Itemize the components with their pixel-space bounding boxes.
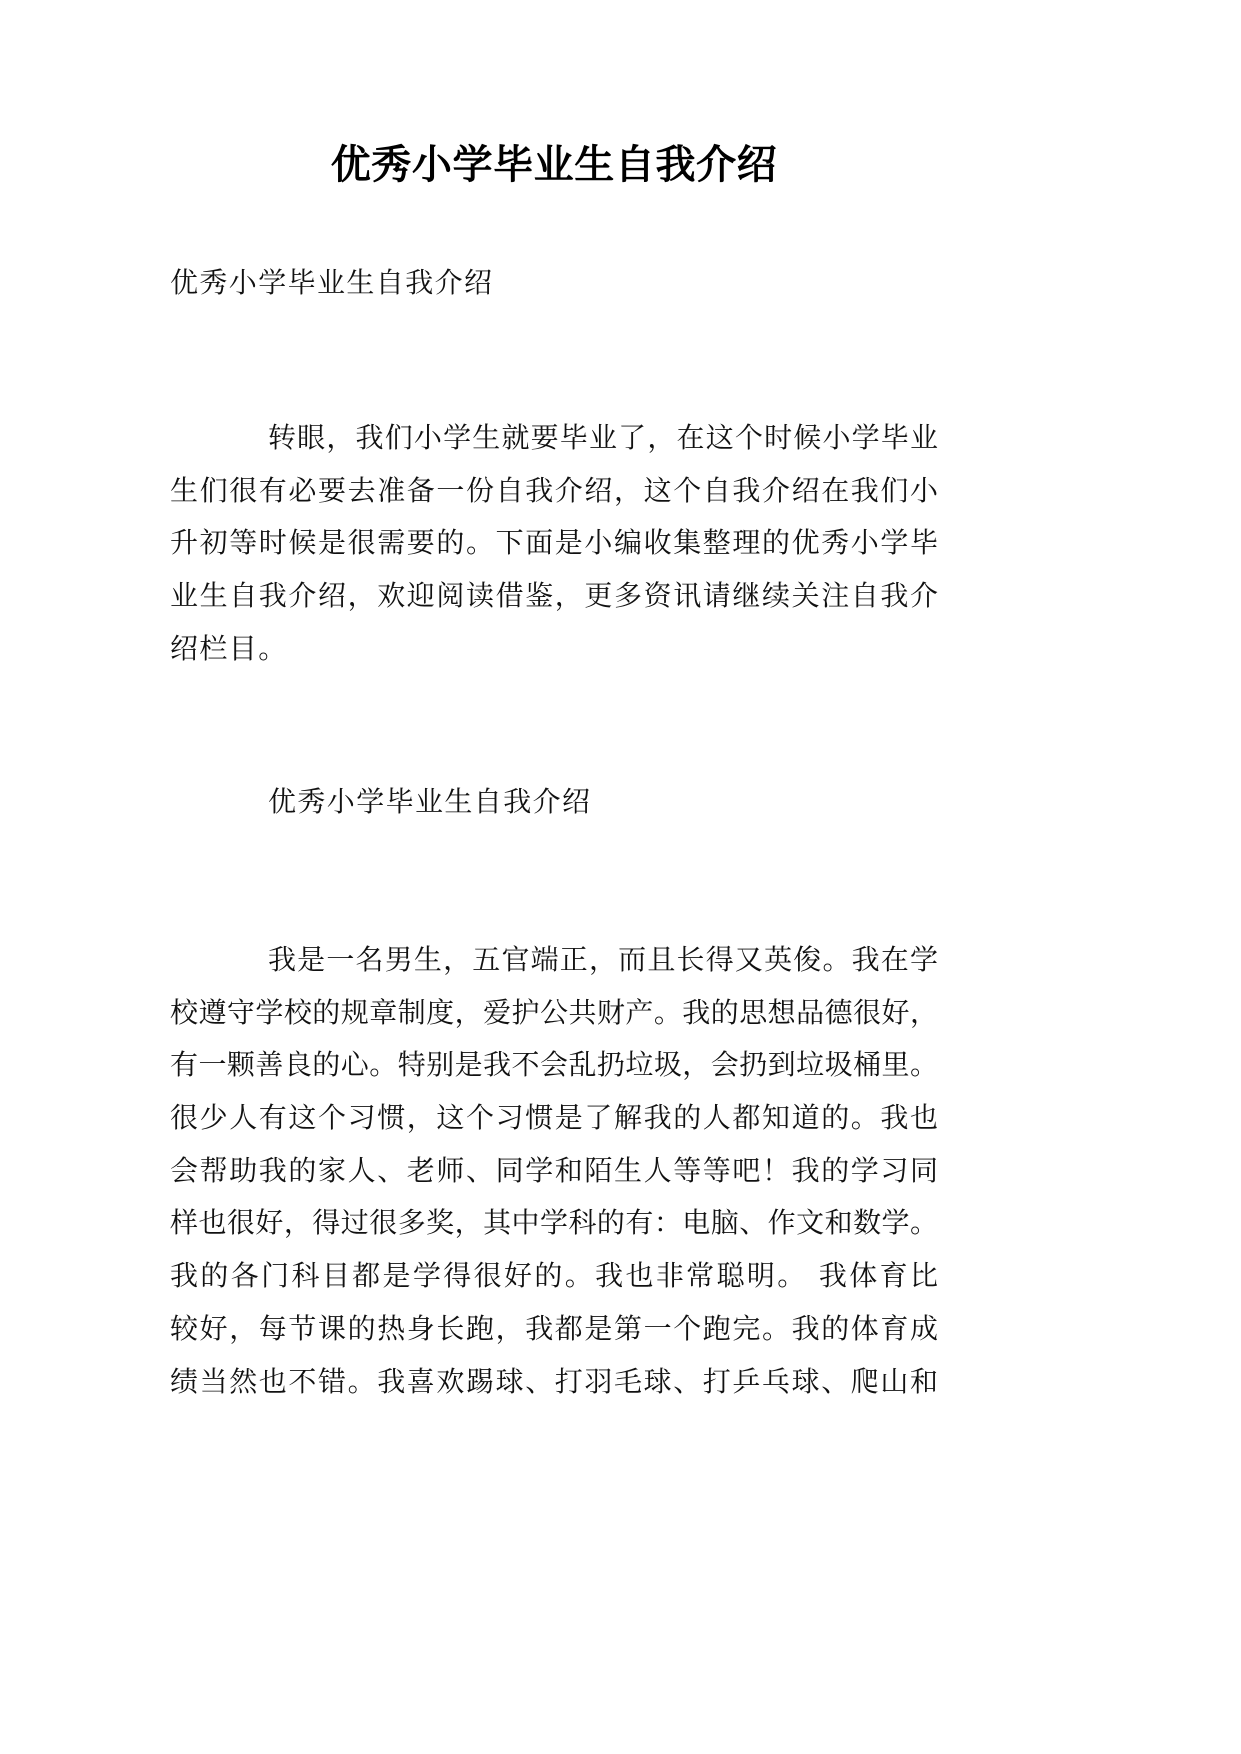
body-paragraph (170, 934, 938, 1408)
paragraph-line: 转眼，我们小学生就要毕业了，在这个时候小学毕业 (268, 421, 938, 454)
paragraph-line: 业生自我介绍，欢迎阅读借鉴，更多资讯请继续关注自我介 (170, 579, 938, 613)
paragraph-line: 校遵守学校的规章制度，爱护公共财产。我的思想品德很好， (170, 995, 938, 1029)
document-subtitle-block (170, 257, 938, 310)
paragraph-line: 很少人有这个习惯，这个习惯是了解我的人都知道的。我也 (170, 1101, 938, 1135)
intro-paragraph (170, 412, 938, 675)
paragraph-line: 生们很有必要去准备一份自我介绍，这个自我介绍在我们小 (170, 473, 938, 507)
paragraph-line: 有一颗善良的心。特别是我不会乱扔垃圾，会扔到垃圾桶里。 (170, 1048, 938, 1082)
paragraph-line: 会帮助我的家人、老师、同学和陌生人等等吧！我的学习同 (170, 1153, 938, 1187)
paragraph-line: 绩当然也不错。我喜欢踢球、打羽毛球、打乒乓球、爬山和 (170, 1364, 938, 1398)
section-heading-block (170, 776, 938, 829)
paragraph-line: 较好，每节课的热身长跑，我都是第一个跑完。我的体育成 (170, 1311, 938, 1345)
paragraph-line: 绍栏目。 (170, 631, 288, 665)
paragraph-line: 样也很好，得过很多奖，其中学科的有：电脑、作文和数学。 (170, 1206, 938, 1240)
section-heading: 优秀小学毕业生自我介绍 (268, 785, 592, 818)
document-title: 优秀小学毕业生自我介绍 (330, 141, 778, 188)
paragraph-line: 我的各门科目都是学得很好的。我也非常聪明。 我体育比 (170, 1259, 938, 1293)
paragraph-line: 升初等时候是很需要的。下面是小编收集整理的优秀小学毕 (170, 526, 938, 560)
document-subtitle: 优秀小学毕业生自我介绍 (170, 266, 494, 299)
paragraph-line: 我是一名男生，五官端正，而且长得又英俊。我在学 (268, 943, 938, 976)
